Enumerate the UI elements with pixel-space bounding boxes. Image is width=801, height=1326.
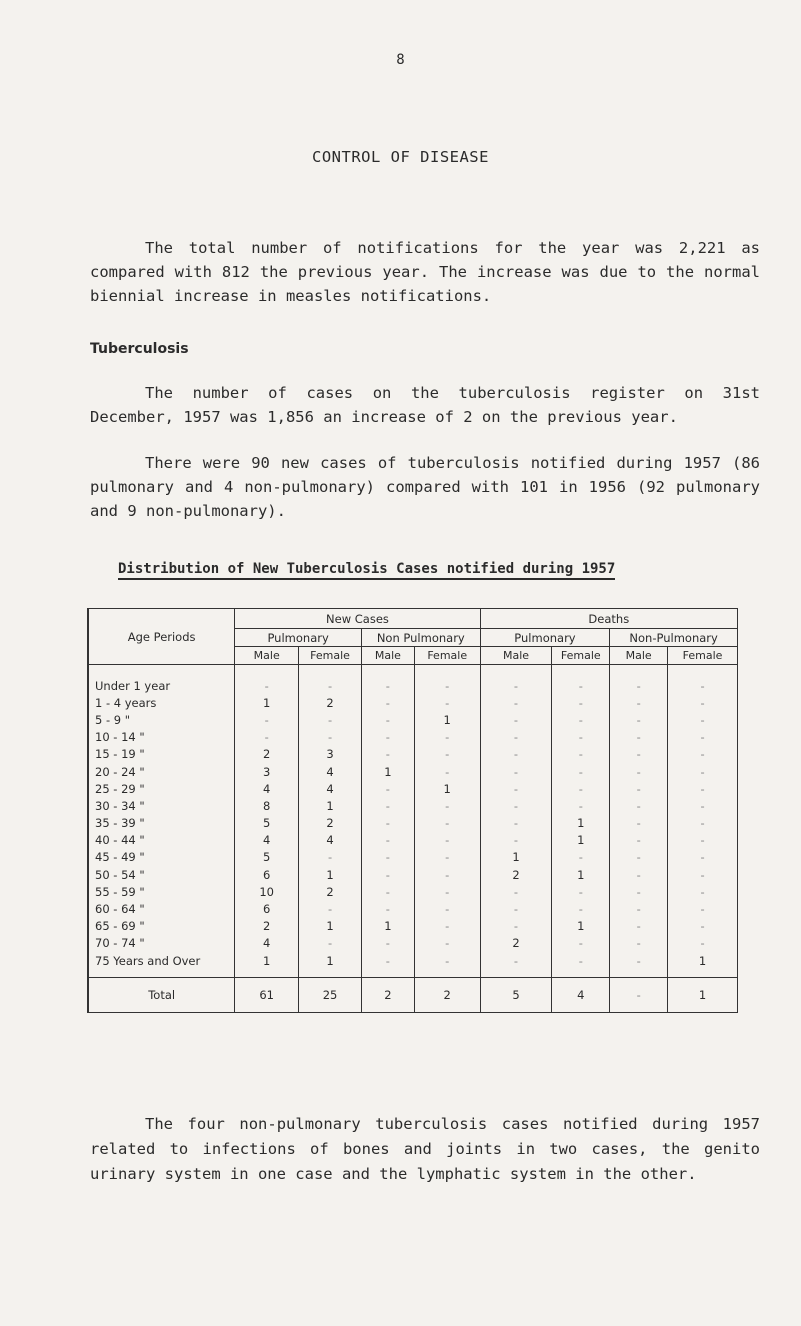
table-cell: - (552, 665, 610, 695)
total-row (88, 978, 738, 1013)
table-cell: - (361, 849, 414, 866)
table-cell: 1 (480, 849, 552, 866)
table-cell: - (668, 883, 738, 900)
tuberculosis-table (87, 608, 738, 1013)
table-cell: - (361, 832, 414, 849)
table-cell: - (610, 665, 668, 695)
table-cell: - (480, 797, 552, 814)
table-cell: - (414, 665, 480, 695)
age-period-cell: 15 - 19 " (88, 746, 235, 763)
table-cell: - (668, 729, 738, 746)
table-cell: - (361, 883, 414, 900)
table-title: Distribution of New Tuberculosis Cases notified during 1957 (118, 561, 615, 580)
table-row (88, 832, 738, 849)
deaths-header: Deaths (480, 609, 737, 629)
table-cell: - (668, 832, 738, 849)
table-cell: - (552, 763, 610, 780)
table-cell: - (414, 935, 480, 952)
table-row (88, 866, 738, 883)
table-cell: 5 (235, 815, 299, 832)
table-cell: - (610, 935, 668, 952)
table-cell: - (299, 935, 362, 952)
table-cell: 4 (299, 780, 362, 797)
age-period-cell: 70 - 74 " (88, 935, 235, 952)
table-cell: - (552, 952, 610, 978)
table-cell: - (610, 746, 668, 763)
table-row (88, 952, 738, 978)
table-cell: - (552, 780, 610, 797)
sex-header-7: Female (668, 647, 738, 665)
table-cell: - (552, 900, 610, 917)
new-cases-header: New Cases (235, 609, 480, 629)
table-cell: 1 (552, 832, 610, 849)
age-period-cell: 25 - 29 " (88, 780, 235, 797)
table-cell: - (414, 729, 480, 746)
table-cell: - (610, 952, 668, 978)
table-cell: 1 (552, 866, 610, 883)
table-cell: - (414, 694, 480, 711)
total-cell: 2 (414, 978, 480, 1013)
table-cell: - (668, 694, 738, 711)
total-cell: 4 (552, 978, 610, 1013)
table-cell: - (480, 832, 552, 849)
table-cell: 1 (414, 780, 480, 797)
table-cell: - (668, 918, 738, 935)
table-cell: - (361, 694, 414, 711)
table-cell: - (361, 665, 414, 695)
table-cell: - (610, 797, 668, 814)
closing-paragraph-text: The four non-pulmonary tuberculosis cases notified during 1957 related to infections of bones and joints in two cases, the genito urinary system in one case and the lymphatic system in the other. (90, 1115, 760, 1183)
table-cell: 1 (361, 918, 414, 935)
page-title: CONTROL OF DISEASE (312, 148, 489, 166)
table-row (88, 849, 738, 866)
table-cell: 1 (299, 918, 362, 935)
sex-header-5: Female (552, 647, 610, 665)
table-cell: 5 (235, 849, 299, 866)
table-cell: - (361, 797, 414, 814)
age-period-cell: 30 - 34 " (88, 797, 235, 814)
total-cell: 25 (299, 978, 362, 1013)
table-row (88, 694, 738, 711)
table-cell: - (361, 746, 414, 763)
sex-header-2: Male (361, 647, 414, 665)
table-cell: - (414, 866, 480, 883)
table-cell: - (610, 832, 668, 849)
table-cell: - (668, 665, 738, 695)
table-cell: - (668, 935, 738, 952)
table-cell: - (235, 711, 299, 728)
table-cell: - (414, 815, 480, 832)
table-cell: 4 (235, 832, 299, 849)
table-cell: 2 (235, 918, 299, 935)
table-cell: 6 (235, 866, 299, 883)
table-cell: - (668, 797, 738, 814)
table-cell: - (552, 935, 610, 952)
total-label: Total (88, 978, 235, 1013)
table-cell: - (552, 729, 610, 746)
table-cell: 4 (299, 832, 362, 849)
table-row (88, 729, 738, 746)
table-cell: - (480, 763, 552, 780)
table-row (88, 665, 738, 695)
table-cell: - (361, 815, 414, 832)
age-period-cell: 20 - 24 " (88, 763, 235, 780)
table-cell: - (480, 711, 552, 728)
table-row (88, 763, 738, 780)
table-cell: - (668, 866, 738, 883)
table-cell: - (480, 952, 552, 978)
table-cell: - (668, 711, 738, 728)
sex-header-6: Male (610, 647, 668, 665)
table-cell: 6 (235, 900, 299, 917)
table-cell: - (361, 780, 414, 797)
table-row (88, 797, 738, 814)
tb-paragraph-1-text: The number of cases on the tuberculosis register on 31st December, 1957 was 1,856 an increase of 2 on the previous year. (90, 384, 760, 426)
table-cell: - (414, 763, 480, 780)
table-body (88, 665, 738, 978)
table-cell: - (610, 883, 668, 900)
table-cell: - (480, 900, 552, 917)
table-cell: - (414, 797, 480, 814)
table-cell: - (668, 746, 738, 763)
table-cell: - (610, 729, 668, 746)
table-cell: 1 (552, 918, 610, 935)
table-cell: - (480, 746, 552, 763)
age-period-cell: 40 - 44 " (88, 832, 235, 849)
age-period-cell: 45 - 49 " (88, 849, 235, 866)
total-cell: 61 (235, 978, 299, 1013)
table-cell: 1 (235, 694, 299, 711)
total-cell: 2 (361, 978, 414, 1013)
table-cell: - (235, 729, 299, 746)
table-cell: - (610, 900, 668, 917)
age-period-cell: 55 - 59 " (88, 883, 235, 900)
total-cell: - (610, 978, 668, 1013)
table-cell: 3 (299, 746, 362, 763)
table-cell: - (299, 849, 362, 866)
table-cell: - (552, 711, 610, 728)
table-row (88, 780, 738, 797)
total-cell: 5 (480, 978, 552, 1013)
tb-paragraph-1 (90, 381, 760, 429)
table-cell: - (361, 866, 414, 883)
table-cell: 1 (668, 952, 738, 978)
table-cell: - (414, 883, 480, 900)
intro-paragraph (90, 236, 760, 308)
age-period-cell: 50 - 54 " (88, 866, 235, 883)
table-cell: 1 (361, 763, 414, 780)
table-cell: - (610, 711, 668, 728)
age-period-cell: 75 Years and Over (88, 952, 235, 978)
table-cell: - (361, 952, 414, 978)
table-cell: - (668, 900, 738, 917)
table-cell: - (414, 900, 480, 917)
sex-header-0: Male (235, 647, 299, 665)
table-cell: - (610, 694, 668, 711)
page-number: 8 (396, 52, 405, 68)
age-period-cell: 60 - 64 " (88, 900, 235, 917)
table-cell: - (668, 849, 738, 866)
new-pulmonary-header: Pulmonary (235, 629, 362, 647)
table-row (88, 711, 738, 728)
table-cell: 3 (235, 763, 299, 780)
age-period-cell: Under 1 year (88, 665, 235, 695)
table-cell: - (235, 665, 299, 695)
table-cell: 8 (235, 797, 299, 814)
table-cell: 2 (480, 935, 552, 952)
table-cell: - (414, 918, 480, 935)
tb-paragraph-2 (90, 451, 760, 523)
table-cell: - (414, 952, 480, 978)
table-cell: - (668, 815, 738, 832)
table-cell: 2 (299, 815, 362, 832)
age-period-cell: 65 - 69 " (88, 918, 235, 935)
table-cell: - (480, 694, 552, 711)
table-cell: - (414, 746, 480, 763)
table-cell: - (610, 849, 668, 866)
table-cell: 1 (299, 866, 362, 883)
table-cell: - (480, 729, 552, 746)
table-row (88, 935, 738, 952)
table-row (88, 883, 738, 900)
table-cell: 2 (299, 694, 362, 711)
table-cell: 10 (235, 883, 299, 900)
table-cell: - (414, 849, 480, 866)
table-cell: 1 (552, 815, 610, 832)
table-cell: 1 (299, 797, 362, 814)
tuberculosis-heading: Tuberculosis (90, 341, 189, 357)
table-cell: - (480, 815, 552, 832)
table-cell: - (668, 780, 738, 797)
table-cell: 4 (235, 935, 299, 952)
table-cell: - (361, 729, 414, 746)
age-period-cell: 10 - 14 " (88, 729, 235, 746)
table-cell: 1 (299, 952, 362, 978)
table-cell: - (480, 780, 552, 797)
table-cell: 2 (235, 746, 299, 763)
table-cell: - (552, 694, 610, 711)
table-cell: - (610, 780, 668, 797)
deaths-non-pulmonary-header: Non-Pulmonary (610, 629, 738, 647)
table-cell: - (480, 883, 552, 900)
sex-header-3: Female (414, 647, 480, 665)
table-cell: - (610, 866, 668, 883)
table-cell: 4 (299, 763, 362, 780)
table-cell: - (414, 832, 480, 849)
table-cell: 2 (299, 883, 362, 900)
table-cell: 2 (480, 866, 552, 883)
table-cell: - (361, 711, 414, 728)
table-cell: - (668, 763, 738, 780)
table-cell: - (361, 900, 414, 917)
intro-paragraph-text: The total number of notifications for the year was 2,221 as compared with 812 the previous year. The increase was due to the normal biennial increase in measles notifications. (90, 239, 760, 305)
table-cell: - (299, 665, 362, 695)
age-period-cell: 35 - 39 " (88, 815, 235, 832)
table-row (88, 900, 738, 917)
table-cell: 4 (235, 780, 299, 797)
closing-paragraph (90, 1112, 760, 1187)
table-cell: - (361, 935, 414, 952)
table-cell: - (610, 763, 668, 780)
age-period-cell: 1 - 4 years (88, 694, 235, 711)
table-row (88, 746, 738, 763)
table-cell: 1 (235, 952, 299, 978)
table-cell: - (552, 746, 610, 763)
table-cell: - (299, 729, 362, 746)
table-cell: - (480, 665, 552, 695)
age-period-cell: 5 - 9 " (88, 711, 235, 728)
sex-header-4: Male (480, 647, 552, 665)
table-cell: - (480, 918, 552, 935)
new-non-pulmonary-header: Non Pulmonary (361, 629, 480, 647)
total-cell: 1 (668, 978, 738, 1013)
deaths-pulmonary-header: Pulmonary (480, 629, 610, 647)
table-cell: - (610, 918, 668, 935)
table-cell: - (552, 883, 610, 900)
table-cell: - (610, 815, 668, 832)
sex-header-1: Female (299, 647, 362, 665)
table-cell: - (552, 849, 610, 866)
table-cell: - (552, 797, 610, 814)
table-cell: 1 (414, 711, 480, 728)
table-cell: - (299, 900, 362, 917)
table-row (88, 918, 738, 935)
table-cell: - (299, 711, 362, 728)
tb-paragraph-2-text: There were 90 new cases of tuberculosis notified during 1957 (86 pulmonary and 4 non-pulmonary) compared with 101 in 1956 (92 pulmonary and 9 non-pulmonary). (90, 454, 760, 520)
table-row (88, 815, 738, 832)
age-periods-header: Age Periods (88, 609, 235, 665)
